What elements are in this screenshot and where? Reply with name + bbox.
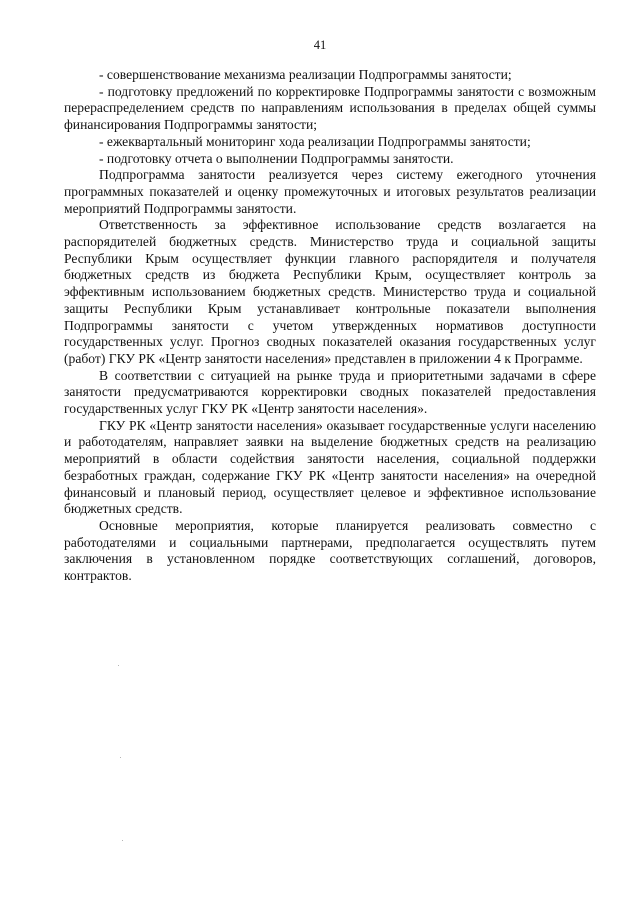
paragraph-responsibility: Ответственность за эффективное использование средств возлагается на распорядителей бюджетных средств. Министерство труда и социальной защиты Республики Крым осуществляет функции главного распорядителя и получателя бюджетных средств из бюджета Республики Крым, осуществляет контроль за эффективным использованием бюджетных средств. Министерство труда и социальной защиты Республики Крым устанавливает контрольные показатели выполнения Подпрограммы занятости с учетом утвержденных нормативов доступности государственных услуг. Прогноз сводных показателей оказания государственных услуг (работ) ГКУ РК «Центр занятости населения» представлен в приложении 4 к Программе.	[64, 217, 596, 366]
document-body	[64, 67, 596, 585]
paragraph-labor-market-adjustments: В соответствии с ситуацией на рынке труда и приоритетными задачами в сфере занятости предусматриваются корректировки сводных показателей предоставления государственных услуг ГКУ РК «Центр занятости населения».	[64, 367, 596, 417]
list-item-improve-mechanism: - совершенствование механизма реализации Подпрограммы занятости;	[99, 67, 512, 82]
paragraph-partner-activities: Основные мероприятия, которые планируется реализовать совместно с работодателями и социальными партнерами, предполагается осуществлять путем заключения в установленном порядке соответствующих соглашений, договоров, контрактов.	[64, 517, 596, 584]
list-item-quarterly-monitoring: - ежеквартальный мониторинг хода реализации Подпрограммы занятости;	[99, 133, 531, 149]
page-number: 41	[313, 38, 327, 52]
list-item-prepare-proposals: - подготовку предложений по корректировке Подпрограммы занятости с возможным перераспределением средств по направлениям использования в пределах общей суммы финансирования Подпрограммы занятости;	[64, 83, 596, 133]
scan-artifact	[122, 840, 123, 841]
list-item-prepare-report: - подготовку отчета о выполнении Подпрограммы занятости.	[99, 150, 454, 166]
paragraph-annual-refinement: Подпрограмма занятости реализуется через систему ежегодного уточнения программных показателей и оценку промежуточных и итоговых результатов реализации мероприятий Подпрограммы занятости.	[64, 167, 596, 216]
scan-artifact	[120, 757, 121, 758]
scan-artifact	[118, 665, 119, 666]
paragraph-employment-center-services: ГКУ РК «Центр занятости населения» оказывает государственные услуги населению и работодателям, направляет заявки на выделение бюджетных средств на реализацию мероприятий в области содействия занятости населения, социальной поддержки безработных граждан, содержание ГКУ РК «Центр занятости населения» на очередной финансовый и плановый период, осуществляет целевое и эффективное использование бюджетных средств.	[64, 417, 596, 517]
